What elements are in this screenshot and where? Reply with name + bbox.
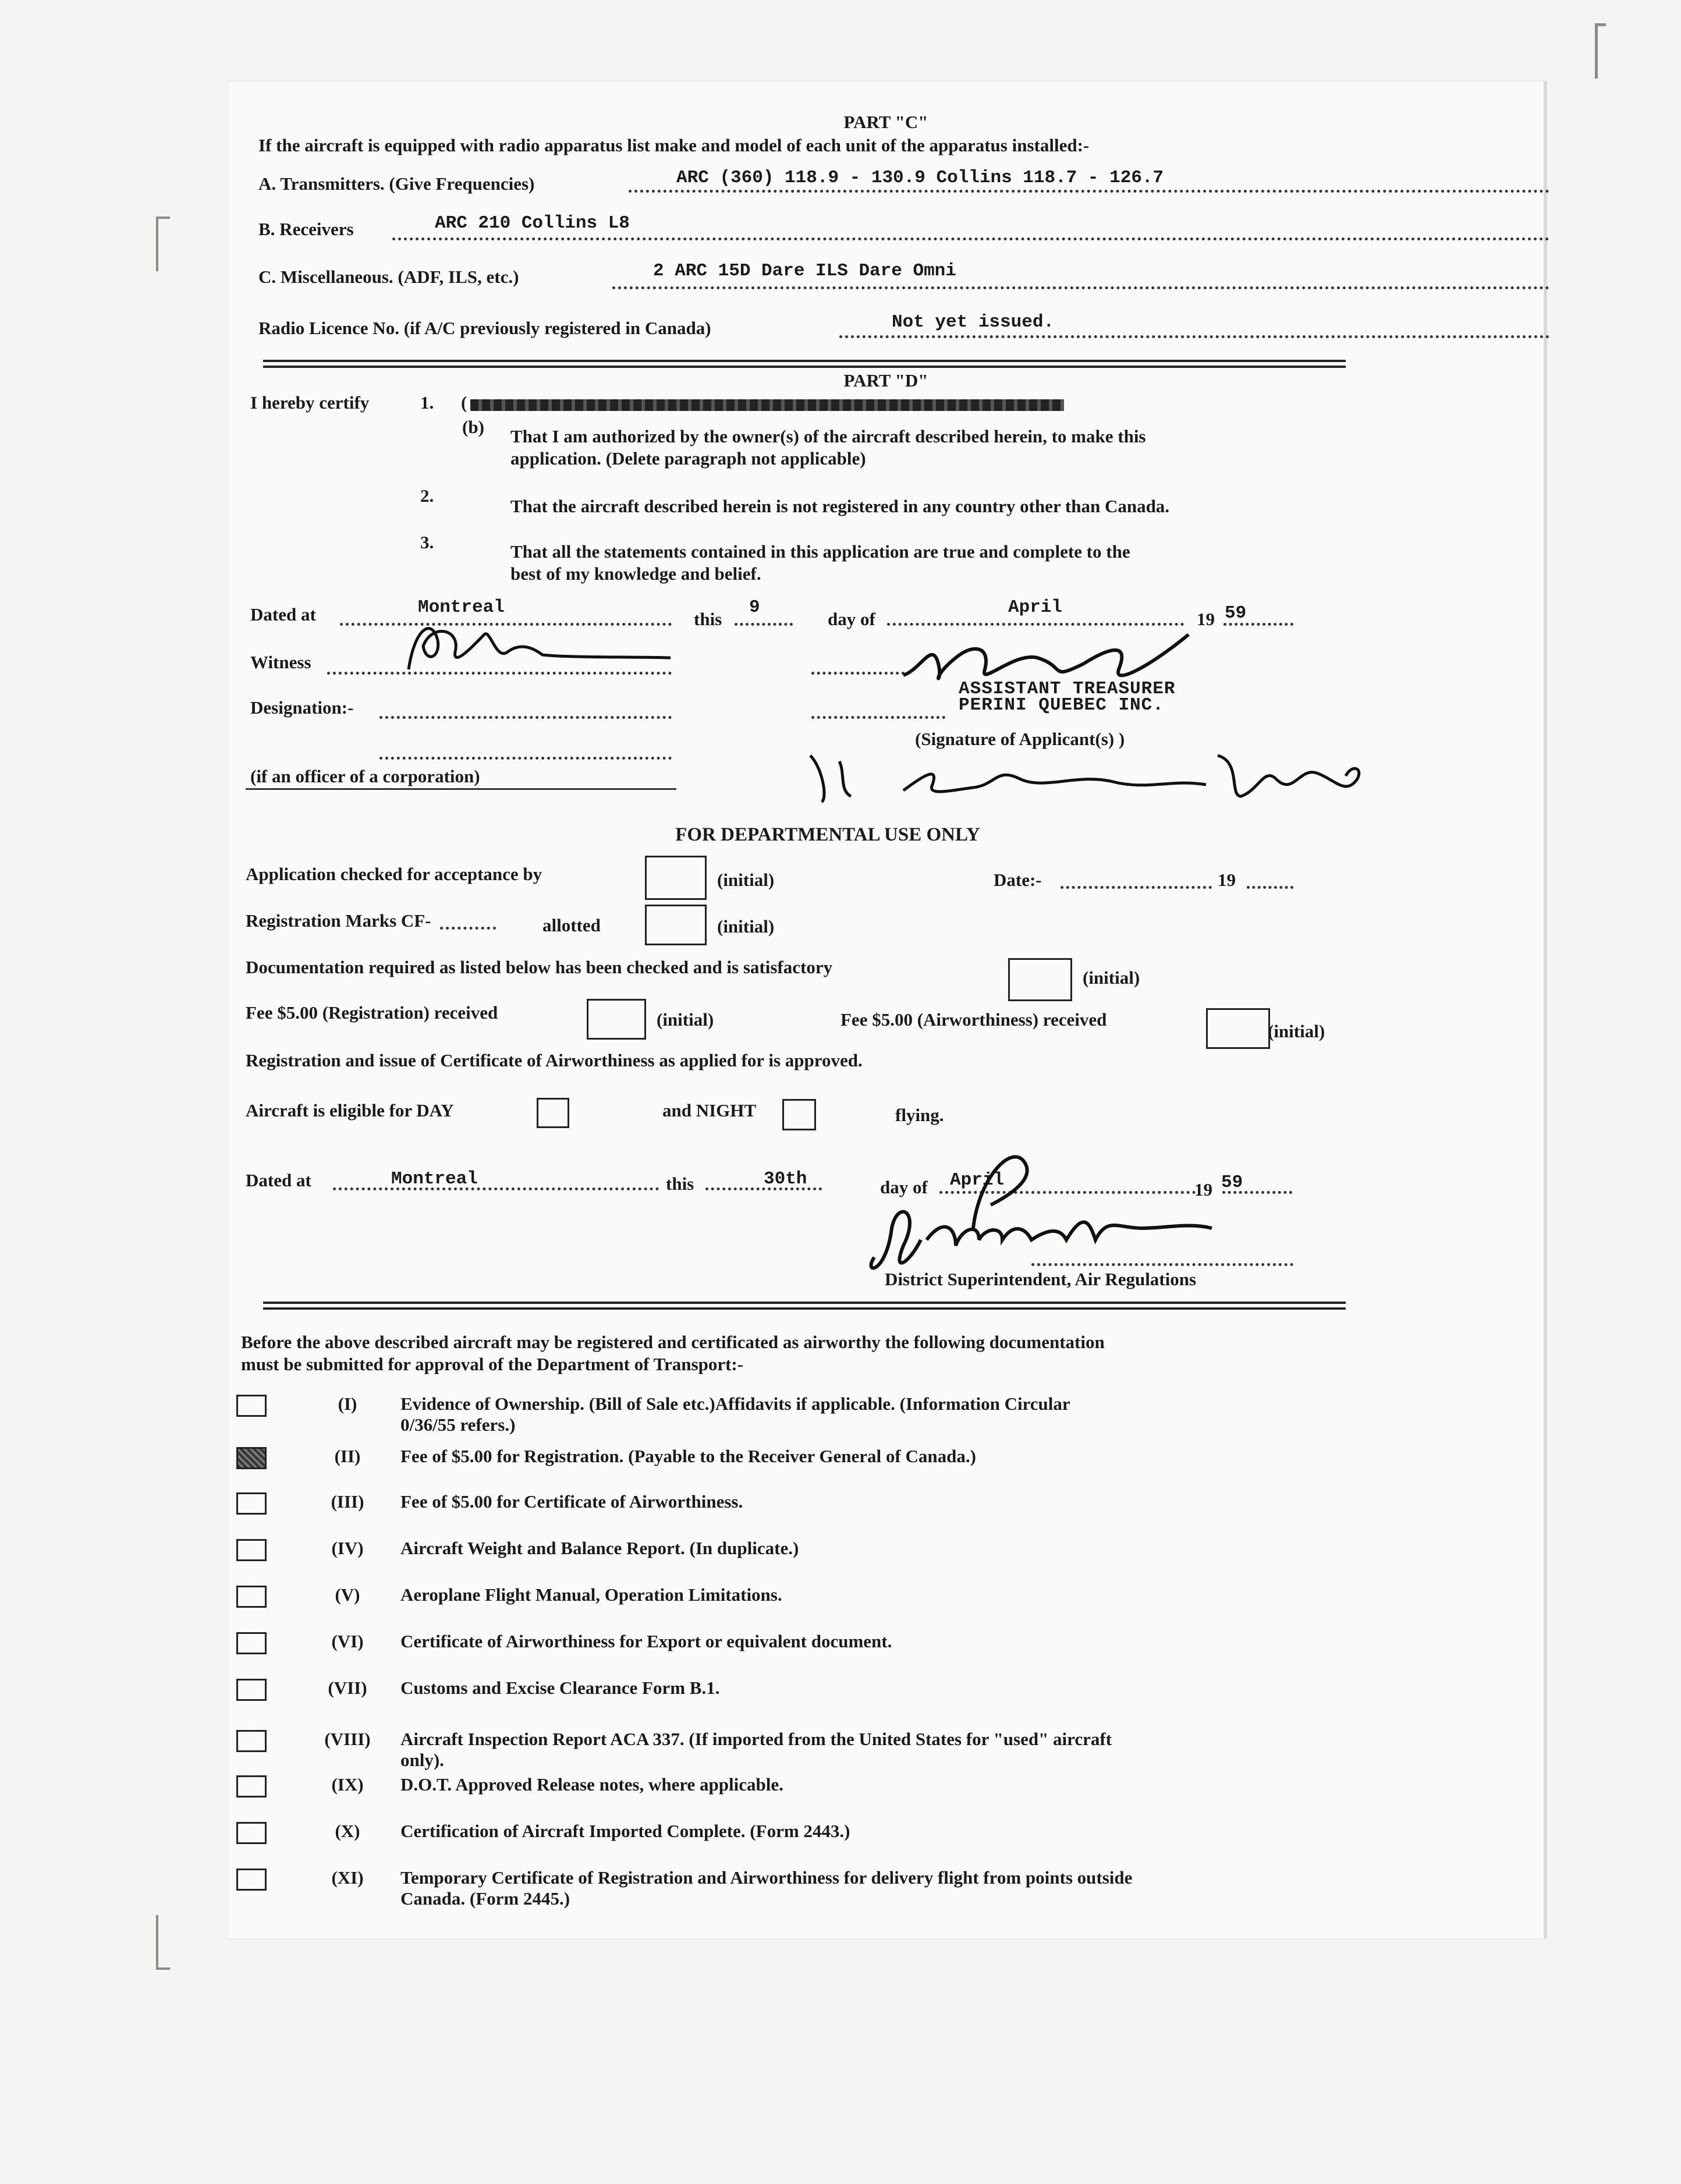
initial-label: (initial) xyxy=(1268,1021,1325,1041)
initial-label: (initial) xyxy=(717,916,775,937)
approved-label: Registration and issue of Certificate of Airworthiness as applied for is approved. xyxy=(246,1050,863,1070)
day-value[interactable]: 9 xyxy=(749,597,760,618)
documentation-checkbox[interactable] xyxy=(236,1822,267,1844)
documentation-intro-cont: must be submitted for approval of the Department of Transport:- xyxy=(241,1354,744,1374)
documentation-item-number: (IV) xyxy=(331,1538,364,1558)
part-c-heading: PART "C" xyxy=(843,112,928,132)
item-1b-text: That I am authorized by the owner(s) of the aircraft described herein, to make this xyxy=(510,426,1146,446)
documentation-checkbox[interactable] xyxy=(236,1632,267,1654)
documentation-checkbox[interactable] xyxy=(236,1730,267,1752)
application-form-page xyxy=(228,81,1544,1938)
officer-signature xyxy=(799,732,1369,808)
item-1-number: 1. xyxy=(420,392,434,413)
departmental-heading: FOR DEPARTMENTAL USE ONLY xyxy=(675,824,980,845)
item-2-number: 2. xyxy=(420,485,434,506)
day-of-label-dept: day of xyxy=(880,1177,928,1197)
fee-airworthiness-initial-box[interactable] xyxy=(1206,1008,1270,1049)
documentation-item-text: Fee of $5.00 for Registration. (Payable to the Receiver General of Canada.) xyxy=(400,1446,976,1466)
night-eligibility-checkbox[interactable] xyxy=(782,1099,816,1130)
day-eligibility-checkbox[interactable] xyxy=(537,1098,569,1128)
documentation-item-number: (VIII) xyxy=(324,1729,371,1749)
certify-label: I hereby certify xyxy=(250,392,370,413)
section-divider xyxy=(263,1307,1346,1310)
dated-at-value[interactable]: Montreal xyxy=(418,597,505,618)
dated-at-label: Dated at xyxy=(250,604,316,625)
documentation-item-number: (VI) xyxy=(331,1631,364,1651)
documentation-checkbox[interactable] xyxy=(236,1539,267,1561)
initial-label: (initial) xyxy=(1083,967,1140,988)
documentation-checkbox[interactable] xyxy=(236,1775,267,1797)
documentation-item-number: (VII) xyxy=(328,1678,367,1698)
documentation-item-number: (XI) xyxy=(331,1867,364,1888)
witness-signature xyxy=(397,605,688,681)
section-divider xyxy=(263,360,1346,362)
documentation-item-number: (II) xyxy=(334,1446,361,1466)
part-c-intro: If the aircraft is equipped with radio apparatus list make and model of each unit of the apparatus installed:- xyxy=(258,135,1090,155)
year-value-dept[interactable]: 59 xyxy=(1221,1172,1243,1193)
night-label: and NIGHT xyxy=(662,1100,757,1121)
documentation-checkbox[interactable] xyxy=(236,1447,267,1469)
item-3-text-cont: best of my knowledge and belief. xyxy=(510,563,761,584)
part-d-heading: PART "D" xyxy=(843,370,928,391)
section-divider xyxy=(263,366,1346,368)
documentation-item-text: Aircraft Weight and Balance Report. (In duplicate.) xyxy=(400,1538,799,1558)
documentation-checkbox[interactable] xyxy=(236,1679,267,1701)
documentation-item-number: (I) xyxy=(338,1394,357,1414)
documentation-item-text: Evidence of Ownership. (Bill of Sale etc.)Affidavits if applicable. (Information Circular xyxy=(400,1394,1070,1414)
stamp-line-2: PERINI QUEBEC INC. xyxy=(959,695,1164,715)
fee-registration-initial-box[interactable] xyxy=(587,999,646,1040)
transmitters-value[interactable]: ARC (360) 118.9 - 130.9 Collins 118.7 - 126.7 xyxy=(676,168,1164,188)
this-label: this xyxy=(694,609,722,629)
scan-corner-mark xyxy=(156,217,170,271)
documentation-checkbox[interactable] xyxy=(236,1586,267,1608)
date-label: Date:- xyxy=(994,870,1042,890)
date-year-prefix: 19 xyxy=(1218,870,1236,890)
documentation-item-text-cont: only). xyxy=(400,1750,444,1770)
allotted-label: allotted xyxy=(542,915,601,935)
documentation-item-number: (V) xyxy=(335,1584,360,1605)
month-value[interactable]: April xyxy=(1008,597,1063,618)
section-divider xyxy=(263,1302,1346,1304)
transmitters-label: A. Transmitters. (Give Frequencies) xyxy=(258,173,535,194)
documentation-item-number: (IX) xyxy=(331,1774,364,1795)
item-1b-text-cont: application. (Delete paragraph not applicable) xyxy=(510,448,866,469)
this-label-dept: this xyxy=(666,1173,694,1194)
district-superintendent-label: District Superintendent, Air Regulations xyxy=(885,1269,1197,1289)
receivers-value[interactable]: ARC 210 Collins L8 xyxy=(435,213,630,233)
documentation-checkbox[interactable] xyxy=(236,1869,267,1891)
documentation-item-text: Fee of $5.00 for Certificate of Airworthiness. xyxy=(400,1491,743,1512)
scan-corner-mark xyxy=(156,1915,170,1970)
day-value-dept[interactable]: 30th xyxy=(764,1169,807,1189)
miscellaneous-label: C. Miscellaneous. (ADF, ILS, etc.) xyxy=(258,267,519,287)
superintendent-signature xyxy=(839,1141,1235,1281)
checked-acceptance-label: Application checked for acceptance by xyxy=(246,864,542,884)
documentation-item-text: Customs and Excise Clearance Form B.1. xyxy=(400,1678,720,1698)
initial-label: (initial) xyxy=(717,870,775,890)
signature-caption: (Signature of Applicant(s) ) xyxy=(915,729,1125,749)
officer-label: (if an officer of a corporation) xyxy=(250,766,480,786)
documentation-item-text: Certificate of Airworthiness for Export or equivalent document. xyxy=(400,1631,892,1651)
receivers-label: B. Receivers xyxy=(258,219,354,239)
day-of-label: day of xyxy=(828,609,875,629)
item-3-text: That all the statements contained in this application are true and complete to the xyxy=(510,541,1130,562)
radio-licence-value[interactable]: Not yet issued. xyxy=(892,312,1055,332)
documentation-item-number: (III) xyxy=(331,1491,364,1512)
registration-marks-label: Registration Marks CF- xyxy=(246,910,431,931)
designation-label: Designation:- xyxy=(250,697,354,718)
struck-out-paragraph xyxy=(470,399,1064,411)
documentation-item-text-cont: 0/36/55 refers.) xyxy=(400,1414,516,1435)
month-value-dept[interactable]: April xyxy=(950,1170,1005,1190)
fee-airworthiness-label: Fee $5.00 (Airworthiness) received xyxy=(840,1009,1107,1030)
item-2-text: That the aircraft described herein is not registered in any country other than Canada. xyxy=(510,496,1170,516)
item-3-number: 3. xyxy=(420,532,434,552)
fee-registration-label: Fee $5.00 (Registration) received xyxy=(246,1002,498,1023)
documentation-initial-box[interactable] xyxy=(1008,958,1072,1001)
eligible-day-label: Aircraft is eligible for DAY xyxy=(246,1100,454,1121)
stamp-line-1: ASSISTANT TREASURER xyxy=(959,679,1176,699)
year-value[interactable]: 59 xyxy=(1225,603,1247,623)
scan-corner-mark xyxy=(1595,23,1606,79)
year-prefix: 19 xyxy=(1197,609,1215,629)
radio-licence-label: Radio Licence No. (if A/C previously registered in Canada) xyxy=(258,318,711,338)
documentation-item-text: Temporary Certificate of Registration and Airworthiness for delivery flight from points outside xyxy=(400,1867,1133,1888)
documentation-checkbox[interactable] xyxy=(236,1492,267,1515)
documentation-item-text: Aircraft Inspection Report ACA 337. (If imported from the United States for "used" aircraft xyxy=(400,1729,1112,1749)
item-1b-marker: (b) xyxy=(462,417,484,437)
documentation-checkbox[interactable] xyxy=(236,1395,267,1417)
checked-initial-box[interactable] xyxy=(645,856,707,900)
initial-label: (initial) xyxy=(657,1009,714,1030)
dated-at-label-dept: Dated at xyxy=(246,1170,311,1190)
witness-label: Witness xyxy=(250,652,311,672)
documentation-intro: Before the above described aircraft may be registered and certificated as airworthy the following documentation xyxy=(241,1332,1105,1352)
item-1a-open: ( xyxy=(461,392,467,413)
miscellaneous-value[interactable]: 2 ARC 15D Dare ILS Dare Omni xyxy=(653,261,956,281)
documentation-item-text-cont: Canada. (Form 2445.) xyxy=(400,1888,570,1909)
documentation-item-text: D.O.T. Approved Release notes, where applicable. xyxy=(400,1774,783,1795)
documentation-checked-label: Documentation required as listed below has been checked and is satisfactory xyxy=(246,957,833,977)
documentation-item-text: Certification of Aircraft Imported Complete. (Form 2443.) xyxy=(400,1821,850,1841)
year-prefix-dept: 19 xyxy=(1194,1179,1212,1200)
flying-label: flying. xyxy=(895,1105,944,1125)
documentation-item-text: Aeroplane Flight Manual, Operation Limitations. xyxy=(400,1584,782,1605)
dated-at-value-dept[interactable]: Montreal xyxy=(391,1169,478,1189)
documentation-item-number: (X) xyxy=(335,1821,360,1841)
registration-marks-initial-box[interactable] xyxy=(645,905,707,945)
